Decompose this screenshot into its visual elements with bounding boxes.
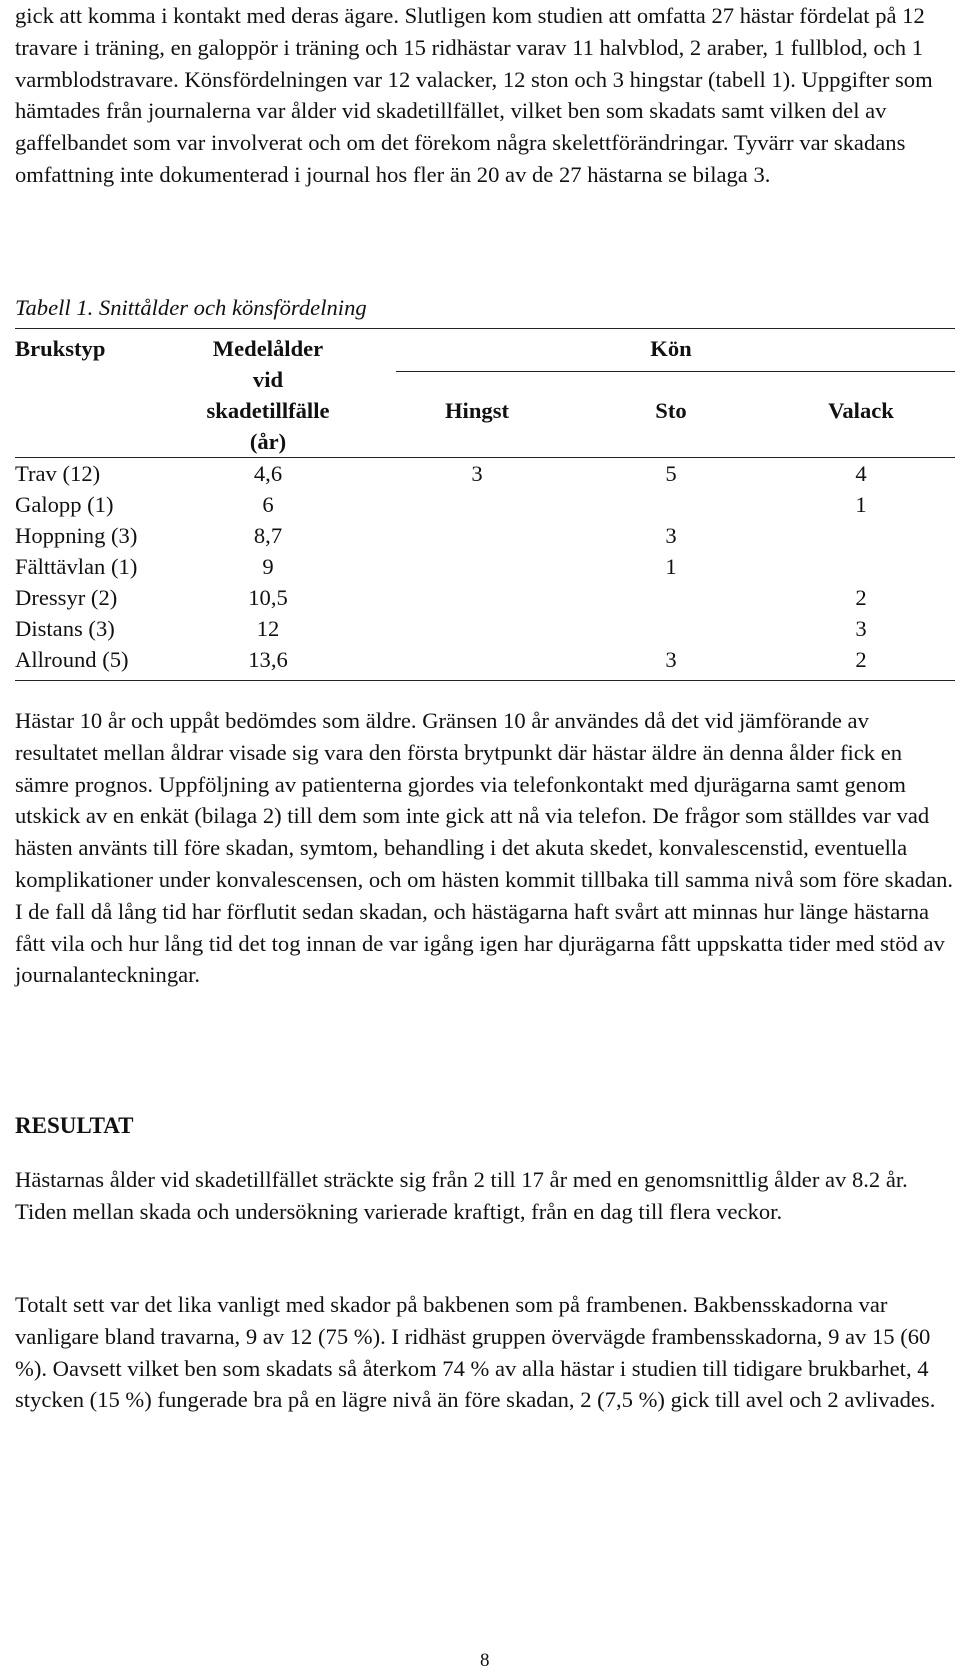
page-number: 8 xyxy=(480,1650,490,1671)
row-typ: Galopp (1) xyxy=(15,492,114,517)
table-header-rule xyxy=(15,457,955,458)
row-typ: Fälttävlan (1) xyxy=(15,554,138,579)
section-heading: RESULTAT xyxy=(15,1113,134,1138)
intro-paragraph: gick att komma i kontakt med deras ägare. Slutligen kom studien att omfatta 27 hästar fördelat på 12 travare i träning, en galoppör i träning och 15 ridhästar varav 11 halvblod, 2 araber, 1 fullblod, och 1 varmblodstravare. Könsfördelningen var 12 valacker, 12 ston och 3 hingstar (tabell 1). Uppgifter som hämtades från journalerna var ålder vid skadetillfället, vilket ben som skadats samt vilken del av gaffelbandet som var involverat och om det förekom några skelettförändringar. Tyvärr var skadans omfattning inte dokumenterad i journal hos fler än 20 av de 27 hästarna se bilaga 3. xyxy=(15,3,933,187)
row-typ: Hoppning (3) xyxy=(15,523,138,548)
result-paragraph-1: Hästarnas ålder vid skadetillfället sträckte sig från 2 till 17 år med en genomsnittlig ålder av 8.2 år. Tiden mellan skada och undersökning varierade kraftigt, från en dag till flera veckor. xyxy=(15,1167,908,1224)
table-caption: Tabell 1. Snittålder och könsfördelning xyxy=(15,295,367,320)
row-typ: Dressyr (2) xyxy=(15,585,118,610)
header-brukstyp: Brukstyp xyxy=(15,336,106,361)
table-top-rule xyxy=(15,328,955,329)
kon-rule xyxy=(396,371,955,372)
table-bottom-rule xyxy=(15,680,955,681)
result-paragraph-2: Totalt sett var det lika vanligt med skador på bakbenen som på frambenen. Bakbensskadorna var vanligare bland travarna, 9 av 12 (75 %). I ridhäst gruppen övervägde frambensskadorna, 9 av 15 (60 %). Oavsett vilket ben som skadats så återkom 74 % av alla hästar i studien till tidigare brukbarhet, 4 stycken (15 %) fungerade bra på en lägre nivå än före skadan, 2 (7,5 %) gick till avel och 2 avlivades. xyxy=(15,1292,936,1413)
row-typ: Allround (5) xyxy=(15,647,129,672)
row-typ: Distans (3) xyxy=(15,616,115,641)
method-paragraph: Hästar 10 år och uppåt bedömdes som äldre. Gränsen 10 år användes då det vid jämförande av resultatet mellan åldrar visade sig vara den första brytpunkt där hästar äldre än denna ålder fick en sämre prognos. Uppföljning av patienterna gjordes via telefonkontakt med djurägarna samt genom utskick av en enkät (bilaga 2) till dem som inte gick att nå via telefon. De frågor som ställdes var vad hästen använts till före skadan, symtom, behandling i det akuta skedet, konvalescenstid, eventuella komplikationer under konvalescensen, och om hästen kommit tillbaka till samma nivå som före skadan. I de fall då lång tid har förflutit sedan skadan, och hästägarna haft svårt att minnas hur länge hästarna fått vila och hur lång tid det tog innan de var igång igen har djurägarna fått uppskatta tider med stöd av journalanteckningar. xyxy=(15,708,954,988)
row-typ: Trav (12) xyxy=(15,461,101,486)
